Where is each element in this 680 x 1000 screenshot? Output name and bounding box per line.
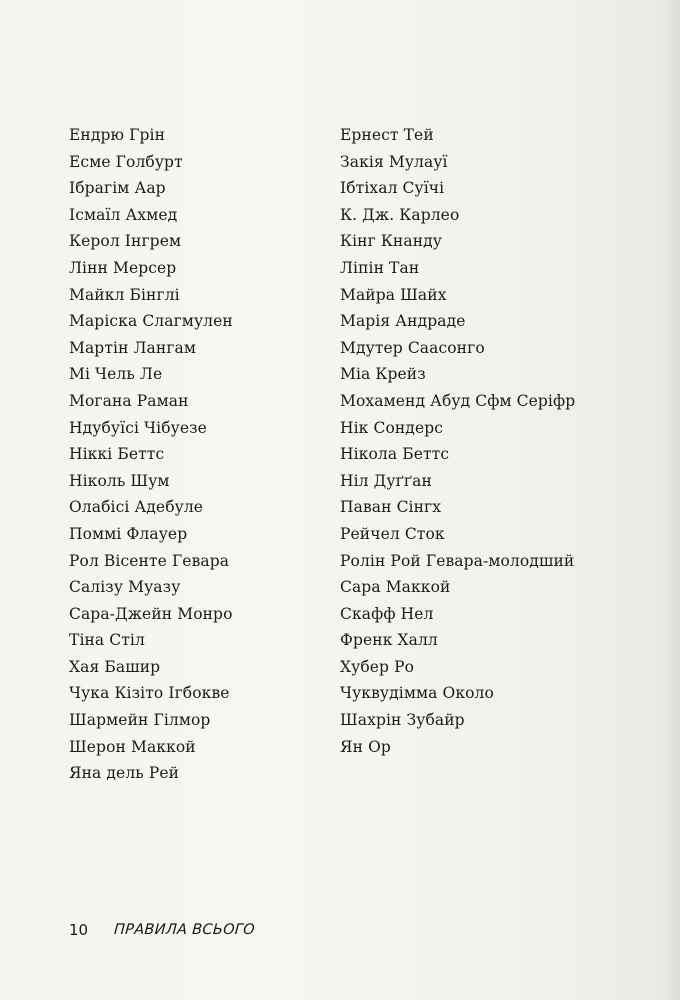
running-title: ПРАВИЛА ВСЬОГО [113,922,256,938]
name-item: Есме Голбурт [69,152,183,171]
name-item: К. Дж. Карлео [340,205,460,224]
name-item: Могана Раман [69,391,189,410]
page-number: 10 [69,921,89,939]
name-item: Кінг Кнанду [340,232,442,251]
name-item: Шармейн Гілмор [69,711,211,730]
name-item: Нік Сондерс [340,418,444,437]
name-item: Хая Башир [69,657,161,676]
name-item: Міа Крейз [340,365,426,384]
name-item: Ісмаїл Ахмед [69,205,178,224]
name-item: Нікола Беттс [340,445,450,464]
name-item: Паван Сінгх [340,498,442,517]
name-item: Мі Чель Ле [69,365,163,384]
name-item: Чуквудімма Около [340,684,494,703]
name-item: Ніккі Беттс [69,445,165,464]
name-item: Ніл Дуґґан [340,471,432,490]
name-item: Сара-Джейн Монро [69,604,233,623]
name-item: Ліпін Тан [340,258,420,277]
name-item: Рол Вісенте Гевара [69,551,230,570]
name-item: Маріска Слагмулен [69,312,233,331]
names-column-right [340,122,575,760]
name-item: Керол Інгрем [69,232,182,251]
name-item: Сара Маккой [340,578,451,597]
name-item: Шахрін Зубайр [340,711,465,730]
name-item: Олабісі Адебуле [69,498,204,517]
name-item: Ібрагім Аар [69,179,166,198]
name-item: Майра Шайх [340,285,447,304]
name-item: Марія Андраде [340,312,466,331]
name-item: Рейчел Сток [340,524,445,543]
name-item: Ніколь Шум [69,471,170,490]
name-item: Поммі Флауер [69,524,188,543]
page-footer [69,918,255,942]
names-column-left [69,122,233,787]
name-item: Ібтіхал Суїчі [340,179,445,198]
name-item: Скафф Нел [340,604,434,623]
name-item: Ян Ор [340,737,391,756]
name-item: Френк Халл [340,631,438,650]
name-item: Мохаменд Абуд Сфм Серіфр [340,391,576,410]
name-item: Мдутер Саасонго [340,338,485,357]
name-item: Майкл Бінглі [69,285,180,304]
name-item: Салізу Муазу [69,578,181,597]
name-item: Хубер Ро [340,657,415,676]
name-item: Чука Кізіто Ігбокве [69,684,230,703]
name-item: Закія Мулауї [340,152,448,171]
page-edge-shadow [666,0,680,1000]
name-item: Ернест Тей [340,126,434,144]
name-item: Мартін Лангам [69,338,197,357]
name-item: Шерон Маккой [69,737,196,756]
name-item: Ролін Рой Гевара-молодший [340,551,575,570]
name-item: Ендрю Грін [69,126,166,144]
name-item: Ндубуїсі Чібуезе [69,418,207,437]
name-item: Лінн Мерсер [69,258,177,277]
name-item: Яна дель Рей [69,764,180,783]
name-item: Тіна Стіл [69,631,145,650]
